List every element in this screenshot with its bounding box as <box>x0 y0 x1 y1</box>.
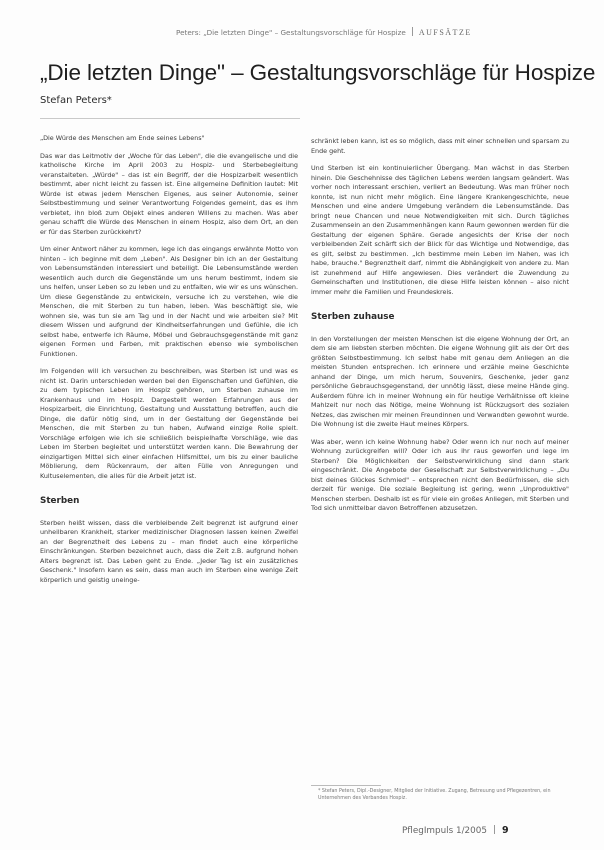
left-column <box>40 134 298 593</box>
body-paragraph: Und Sterben ist ein kontinuierlicher Übergang. Man wächst in das Sterben hinein. Die Geschehnisse des täglichen Lebens werden langsam geändert. Was vorher noch interessant erschien, verliert an Bedeutung. Was man früher noch konnte, ist nun nicht mehr möglich. Eine längere Krankengeschichte, neue Menschen und eine andere Umgebung verändern die Lebensumstände. Das bringt neue Chancen und neue Notwendigkeiten mit sich. Durch tägliches Zusammensein an den Zusammenhängen kann Raum gewonnen werden für die Gestaltung der eigenen Sphäre. Gerade angesichts der Krise der noch verbleibenden Zeit schärft sich der Blick für das Wichtige und Notwendige, das es gilt, selbst zu bestimmen. „Ich bestimme mein Leben im Nahen, was ich habe, brauche." Begrenztheit darf, nimmt die Abhängigkeit von andere zu. Man ist zunehmend auf Hilfe angewiesen. Dies verändert die Zuwendung zu Gemeinschaften und Institutionen, die diese Hilfe leisten können – also nicht immer mehr die Familien und Freundeskreis. <box>311 164 569 296</box>
footnote-divider <box>311 785 381 786</box>
title-divider <box>40 118 300 119</box>
section-heading-sterben-zuhause: Sterben zuhause <box>311 312 395 322</box>
body-paragraph: Um einer Antwort näher zu kommen, lege ich das eingangs erwähnte Motto von hinten – ich beginne mit dem „Leben". Als Designer bin ich an der Gestaltung von Lebensumständen interessiert und beteiligt. Die Lebensumstände werden wesentlich auch durch die Gegenstände um uns herum bestimmt, indem sie uns helfen, unser Leben so zu leben und zu entfalten, wie wir es uns wünschen. Um diese Gegenstände zu entwickeln, versuche ich zu verstehen, wie die Menschen, die mit Sterben zu tun haben, leben. Was beschäftigt sie, wie wohnen sie, was tun sie am Tag und in der Nacht und wie arbeiten sie? Mit diesem Wissen und aufgrund der Kindheitserfahrungen und Gefühle, die ich selbst habe, entwerfe ich Räume, Möbel und Gebrauchsgegenstände mit ganz eigenen Formen und Farben, mit praktischen ebenso wie symbolischen Funktionen. <box>40 245 298 358</box>
footer-divider <box>494 825 495 834</box>
article-title: „Die letzten Dinge" – Gestaltungsvorschläge für Hospize <box>40 60 596 85</box>
body-paragraph: Im Folgenden will ich versuchen zu beschreiben, was Sterben ist und was es nicht ist. Darin unterschieden werden bei den Eigenschaften und Gefühlen, die zu dem typischen Leben im Hospiz gehören, um Sterben zuhause im Krankenhaus und im Hospiz. Dargestellt werden Erfahrungen aus der Hospizarbeit, die Einrichtung, Gestaltung und Ausstattung betreffen, auch die Dinge, die dafür nötig sind, um in der Gestaltung der Gegenstände bei Menschen, die mit Sterben zu tun haben, Aufwand einzige Rolle spielt. Vorschläge erfolgen wie ich sie schließlich beispielhafte Vorschläge, wie das Leben im Sterben begleitet und unterstützt werden kann. Die Bewahrung der einzigartigen Mittel sich einer einfachen Hilfsmittel, um bis zu einer bauliche Möblierung, dem Rückenraum, der alten Fülle von Anregungen und Kultuselementen, die alles für die Arbeit jetzt ist. <box>40 367 298 480</box>
page-footer <box>402 825 509 836</box>
header-divider <box>412 27 413 36</box>
right-column <box>311 137 569 522</box>
section-label: AUFSÄTZE <box>418 28 472 37</box>
body-paragraph: In den Vorstellungen der meisten Menschen ist die eigene Wohnung der Ort, an dem sie am liebsten sterben möchten. Die eigene Wohnung gilt als der Ort des größten Selbstbestimmung. Ich selbst habe mit genau dem Anliegen an die meisten Stunden entsprechen. Ich erinnere und erzähle meine Geschichte anhand der Dinge, um mich herum, Souvenirs, Geschenke, jeder ganz persönliche Gebrauchsgegenstand, der unnötig lässt, diese meine Hände ging. Außerdem führe ich in meiner Wohnung ein für heutige Verhältnisse oft kleine Mahlzeit nur noch das Nötige, meine Wohnung ist Rückzugsort des sozialen Netzes, das zwischen mir meinen Freundinnen und Verwandten gewohnt wurde. Die Wohnung ist die zweite Haut meines Körpers. <box>311 334 569 428</box>
page-number: 9 <box>501 825 509 836</box>
body-paragraph: Sterben heißt wissen, dass die verbleibende Zeit begrenzt ist aufgrund einer unheilbaren Krankheit, starker medizinischer Diagnosen lassen keinen Zweifel an der Begrenztheit des Lebens zu – man findet auch eine körperliche Einschränkungen. Sterben bezeichnet auch, dass die Zeit z.B. aufgrund hohen Alters begrenzt ist. Das Leben geht zu Ende. „Jeder Tag ist ein zusätzliches Geschenk." Insofern kann es sein, dass man auch im Sterben eine wenige Zeit körperlich und geistig uneinge- <box>40 518 298 584</box>
author-footnote: * Stefan Peters, Dipl.-Designer, Mitglied der Initiative. Zugang, Betreuung und Pflegezentren, ein Unternehmen des Verbandes Hospiz. <box>318 789 551 801</box>
journal-issue: PflegImpuls 1/2005 <box>402 826 487 836</box>
motto-paragraph: „Die Würde des Menschen am Ende seines Lebens" <box>40 134 205 142</box>
body-paragraph: schränkt leben kann, ist es so möglich, dass mit einer schnellen und sparsam zu Ende geht. <box>311 137 569 155</box>
running-header <box>176 27 576 39</box>
section-heading-sterben: Sterben <box>40 496 80 506</box>
body-paragraph: Das war das Leitmotiv der „Woche für das Leben", die die evangelische und die katholische Kirche im April 2003 zu Hospiz- und Sterbebegleitung veranstalteten. „Würde" – das ist ein Begriff, der die Hospizarbeit wesentlich bestimmt, aber nicht leicht zu fassen ist. Eine allgemeine Definition lautet: Mit Würde ist etwas jedem Menschen Eigenes, aus seiner Autonomie, seiner Selbstbestimmung und seiner Verantwortung Folgendes gemeint, das es ihm verbietet, ihn bloß zum Objekt eines anderen Willens zu machen. Was aber genau schafft die Würde des Menschen in einem Hospiz, also dem Ort, an den er für das Sterben zurückkehrt? <box>40 151 298 236</box>
body-paragraph: Was aber, wenn ich keine Wohnung habe? Oder wenn ich nur noch auf meiner Wohnung zurückgreifen will? Oder ich aus ihr raus geworfen und lege im Sterben? Die Möglichkeiten der Selbstverwirklichung sind dann stark eingeschränkt. Die Angebote der Gesellschaft zur Selbstverwirklichung – „Du bist deines Glückes Schmied" – entsprechen nicht den Bedürfnissen, die sich derzeit für wenige. Die soziale Begleitung ist gering, wenn „Unproduktive" Menschen sterben. Deshalb ist es für viele ein großes Anliegen, mit Sterben und Tod sich unmittelbar davon Betroffenen abzusetzen. <box>311 437 569 512</box>
article-author: Stefan Peters* <box>40 95 112 106</box>
running-title: Peters: „Die letzten Dinge" – Gestaltungsvorschläge für Hospize <box>176 28 406 37</box>
